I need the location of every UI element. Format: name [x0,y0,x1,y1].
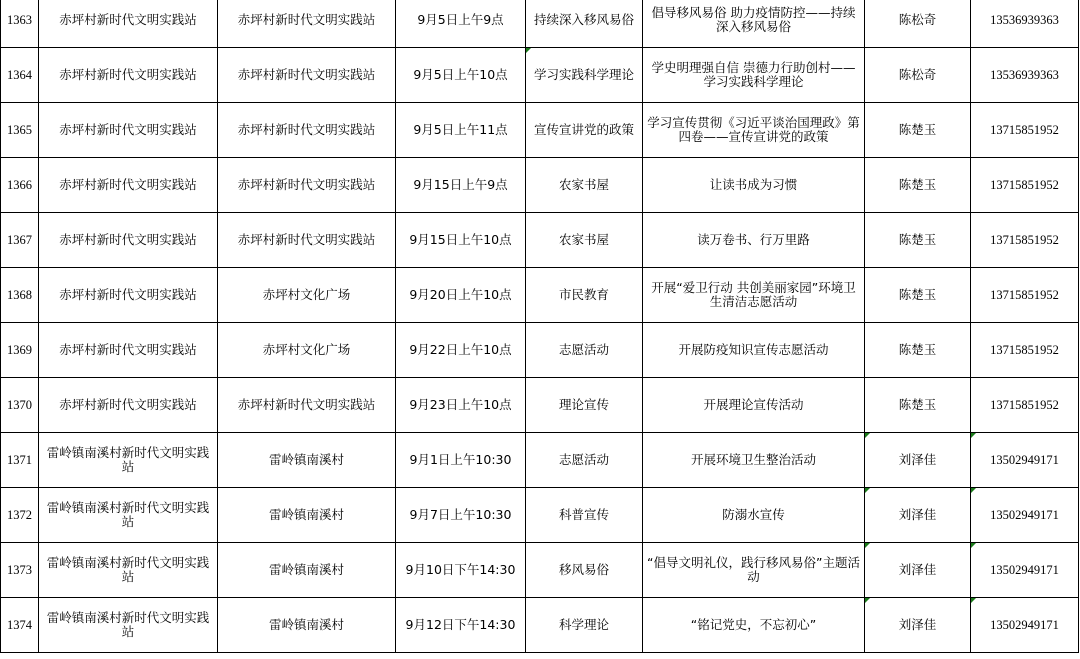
station-cell: 赤坪村新时代文明实践站 [39,48,218,103]
time-cell: 9月12日下午14:30 [396,598,526,653]
table-row [1,323,1079,378]
category-cell: 宣传宣讲党的政策 [526,103,643,158]
time-cell: 9月1日上午10:30 [396,433,526,488]
row-number: 1374 [1,598,39,653]
category-cell: 持续深入移风易俗 [526,0,643,48]
location-cell: 赤坪村新时代文明实践站 [218,213,396,268]
station-cell: 雷岭镇南溪村新时代文明实践站 [39,488,218,543]
content-cell: 开展“爱卫行动 共创美丽家园”环境卫生清洁志愿活动 [643,268,865,323]
station-cell: 赤坪村新时代文明实践站 [39,323,218,378]
row-number: 1365 [1,103,39,158]
content-cell: “铭记党史，不忘初心” [643,598,865,653]
row-number: 1363 [1,0,39,48]
table-row [1,543,1079,598]
time-cell: 9月20日上午10点 [396,268,526,323]
phone-cell: 13502949171 [971,543,1079,598]
person-cell: 陈楚玉 [865,158,971,213]
phone-cell: 13502949171 [971,433,1079,488]
station-cell: 赤坪村新时代文明实践站 [39,378,218,433]
station-cell: 雷岭镇南溪村新时代文明实践站 [39,543,218,598]
location-cell: 赤坪村新时代文明实践站 [218,378,396,433]
location-cell: 赤坪村新时代文明实践站 [218,158,396,213]
phone-cell: 13715851952 [971,213,1079,268]
station-cell: 赤坪村新时代文明实践站 [39,213,218,268]
row-number: 1372 [1,488,39,543]
person-cell: 陈楚玉 [865,213,971,268]
station-cell: 赤坪村新时代文明实践站 [39,268,218,323]
row-number: 1368 [1,268,39,323]
phone-cell: 13536939363 [971,48,1079,103]
table-row [1,378,1079,433]
row-number: 1366 [1,158,39,213]
category-cell: 农家书屋 [526,213,643,268]
time-cell: 9月7日上午10:30 [396,488,526,543]
station-cell: 赤坪村新时代文明实践站 [39,103,218,158]
phone-cell: 13715851952 [971,323,1079,378]
location-cell: 赤坪村新时代文明实践站 [218,48,396,103]
time-cell: 9月5日上午11点 [396,103,526,158]
table-row [1,0,1079,48]
content-cell: 开展环境卫生整治活动 [643,433,865,488]
table-row [1,268,1079,323]
row-number: 1367 [1,213,39,268]
location-cell: 雷岭镇南溪村 [218,488,396,543]
location-cell: 赤坪村文化广场 [218,268,396,323]
time-cell: 9月10日下午14:30 [396,543,526,598]
row-number: 1369 [1,323,39,378]
station-cell: 雷岭镇南溪村新时代文明实践站 [39,433,218,488]
table-row [1,433,1079,488]
table-row [1,213,1079,268]
person-cell: 陈楚玉 [865,323,971,378]
content-cell: 倡导移风易俗 助力疫情防控——持续深入移风易俗 [643,0,865,48]
table-row [1,158,1079,213]
location-cell: 雷岭镇南溪村 [218,598,396,653]
category-cell: 科学理论 [526,598,643,653]
phone-cell: 13502949171 [971,488,1079,543]
phone-cell: 13715851952 [971,103,1079,158]
phone-cell: 13715851952 [971,158,1079,213]
category-cell: 市民教育 [526,268,643,323]
row-number: 1364 [1,48,39,103]
station-cell: 雷岭镇南溪村新时代文明实践站 [39,598,218,653]
table-row [1,598,1079,653]
location-cell: 赤坪村文化广场 [218,323,396,378]
content-cell: 学史明理强自信 崇德力行助创村——学习实践科学理论 [643,48,865,103]
category-cell: 农家书屋 [526,158,643,213]
table-row [1,103,1079,158]
time-cell: 9月23日上午10点 [396,378,526,433]
person-cell: 刘泽佳 [865,598,971,653]
location-cell: 赤坪村新时代文明实践站 [218,0,396,48]
row-number: 1370 [1,378,39,433]
category-cell: 移风易俗 [526,543,643,598]
time-cell: 9月15日上午10点 [396,213,526,268]
person-cell: 陈松奇 [865,48,971,103]
person-cell: 刘泽佳 [865,433,971,488]
person-cell: 陈楚玉 [865,378,971,433]
phone-cell: 13536939363 [971,0,1079,48]
content-cell: “倡导文明礼仪，践行移风易俗”主题活动 [643,543,865,598]
location-cell: 雷岭镇南溪村 [218,433,396,488]
category-cell: 学习实践科学理论 [526,48,643,103]
person-cell: 陈楚玉 [865,103,971,158]
table-row [1,488,1079,543]
phone-cell: 13715851952 [971,378,1079,433]
category-cell: 志愿活动 [526,433,643,488]
category-cell: 科普宣传 [526,488,643,543]
time-cell: 9月15日上午9点 [396,158,526,213]
row-number: 1371 [1,433,39,488]
person-cell: 刘泽佳 [865,543,971,598]
table-row [1,48,1079,103]
time-cell: 9月5日上午9点 [396,0,526,48]
category-cell: 理论宣传 [526,378,643,433]
station-cell: 赤坪村新时代文明实践站 [39,0,218,48]
content-cell: 开展防疫知识宣传志愿活动 [643,323,865,378]
content-cell: 学习宣传贯彻《习近平谈治国理政》第四卷——宣传宣讲党的政策 [643,103,865,158]
person-cell: 刘泽佳 [865,488,971,543]
location-cell: 雷岭镇南溪村 [218,543,396,598]
phone-cell: 13715851952 [971,268,1079,323]
category-cell: 志愿活动 [526,323,643,378]
location-cell: 赤坪村新时代文明实践站 [218,103,396,158]
content-cell: 防溺水宣传 [643,488,865,543]
time-cell: 9月22日上午10点 [396,323,526,378]
person-cell: 陈松奇 [865,0,971,48]
content-cell: 开展理论宣传活动 [643,378,865,433]
time-cell: 9月5日上午10点 [396,48,526,103]
content-cell: 读万卷书、行万里路 [643,213,865,268]
content-cell: 让读书成为习惯 [643,158,865,213]
person-cell: 陈楚玉 [865,268,971,323]
phone-cell: 13502949171 [971,598,1079,653]
station-cell: 赤坪村新时代文明实践站 [39,158,218,213]
row-number: 1373 [1,543,39,598]
